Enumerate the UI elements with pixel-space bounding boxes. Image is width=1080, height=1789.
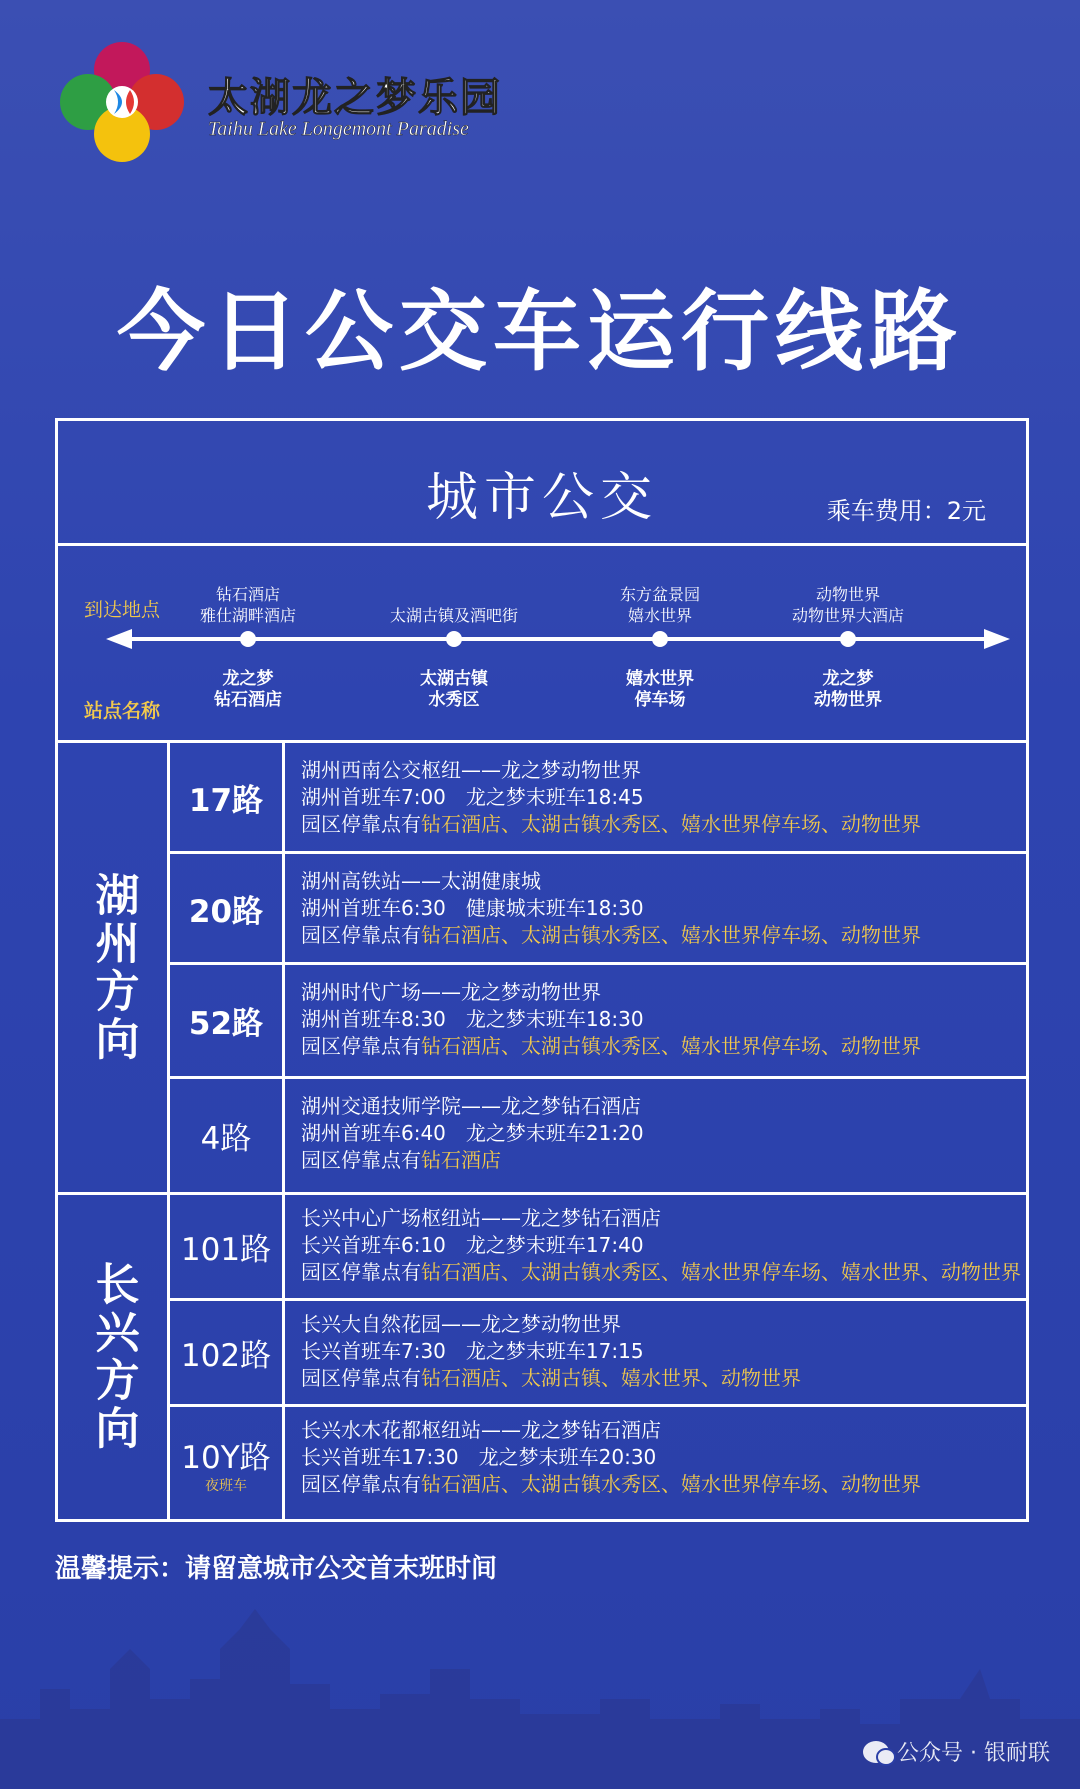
route-info: 长兴大自然花园——龙之梦动物世界 长兴首班车7:30 龙之梦末班车17:15 园区停靠点有钻石酒店、太湖古镇、嬉水世界、动物世界 [285, 1301, 1026, 1407]
stop-label: 站点名称 [84, 700, 161, 722]
arrive-label: 到达地点 [84, 599, 161, 621]
route-number: 101路 [170, 1195, 285, 1301]
page-title: 今日公交车运行线路 [116, 280, 963, 383]
arrive-place: 动物世界 动物世界大酒店 [791, 585, 904, 625]
arrow-right-icon [984, 629, 1010, 649]
direction-huzhou: 湖州方向 [58, 743, 170, 1195]
route-info: 长兴中心广场枢纽站——龙之梦钻石酒店 长兴首班车6:10 龙之梦末班车17:40 园区停靠点有钻石酒店、太湖古镇水秀区、嬉水世界停车场、嬉水世界、动物世界 [285, 1195, 1026, 1301]
night-bus-note: 夜班车 [205, 1477, 247, 1494]
stop-dot [446, 631, 462, 647]
section-title: 城市公交 [425, 468, 658, 528]
stop-name: 太湖古镇 水秀区 [420, 669, 488, 710]
arrive-place: 钻石酒店 雅仕湖畔酒店 [199, 585, 296, 625]
arrow-left-icon [106, 629, 132, 649]
stop-name: 龙之梦 钻石酒店 [214, 669, 282, 710]
route-info: 湖州时代广场——龙之梦动物世界 湖州首班车8:30 龙之梦末班车18:30 园区停靠点有钻石酒店、太湖古镇水秀区、嬉水世界停车场、动物世界 [285, 965, 1026, 1079]
brand-name-en: Taihu Lake Longemont Paradise [208, 118, 469, 140]
route-line [128, 637, 988, 641]
brand-logo [52, 30, 192, 170]
route-number: 20路 [170, 854, 285, 965]
route-number: 52路 [170, 965, 285, 1079]
route-info: 长兴水木花都枢纽站——龙之梦钻石酒店 长兴首班车17:30 龙之梦末班车20:30 园区停靠点有钻石酒店、太湖古镇水秀区、嬉水世界停车场、动物世界 [301, 1418, 921, 1496]
stop-dot [840, 631, 856, 647]
fare-text: 乘车费用：2元 [826, 497, 986, 525]
route-number: 17路 [170, 743, 285, 854]
tip-text: 温馨提示：请留意城市公交首末班时间 [55, 1554, 498, 1584]
stop-dot [652, 631, 668, 647]
route-info: 湖州西南公交枢纽——龙之梦动物世界 湖州首班车7:00 龙之梦末班车18:45 园区停靠点有钻石酒店、太湖古镇水秀区、嬉水世界停车场、动物世界 [285, 743, 1026, 854]
route-info: 湖州高铁站——太湖健康城 湖州首班车6:30 健康城末班车18:30 园区停靠点有钻石酒店、太湖古镇水秀区、嬉水世界停车场、动物世界 [285, 854, 1026, 965]
route-board [55, 418, 1029, 1522]
route-number: 10Y路 夜班车 [170, 1407, 285, 1519]
direction-changxing: 长兴方向 [58, 1195, 170, 1519]
route-number: 102路 [170, 1301, 285, 1407]
route-number: 4路 [170, 1079, 285, 1195]
section-header [58, 421, 1026, 546]
stop-dot [240, 631, 256, 647]
wechat-icon [863, 1741, 889, 1763]
stop-map [58, 546, 1026, 743]
stop-name: 嬉水世界 停车场 [626, 669, 694, 710]
route-info: 湖州交通技师学院——龙之梦钻石酒店 湖州首班车6:40 龙之梦末班车21:20 园区停靠点有钻石酒店 [285, 1079, 1026, 1195]
brand-name-cn: 太湖龙之梦乐园 [208, 74, 502, 121]
arrive-place: 太湖古镇及酒吧街 [389, 606, 518, 625]
arrive-place: 东方盆景园 嬉水世界 [619, 585, 700, 625]
stop-name: 龙之梦 动物世界 [814, 669, 882, 710]
watermark: 公众号 · 银耐联 [863, 1736, 1050, 1767]
